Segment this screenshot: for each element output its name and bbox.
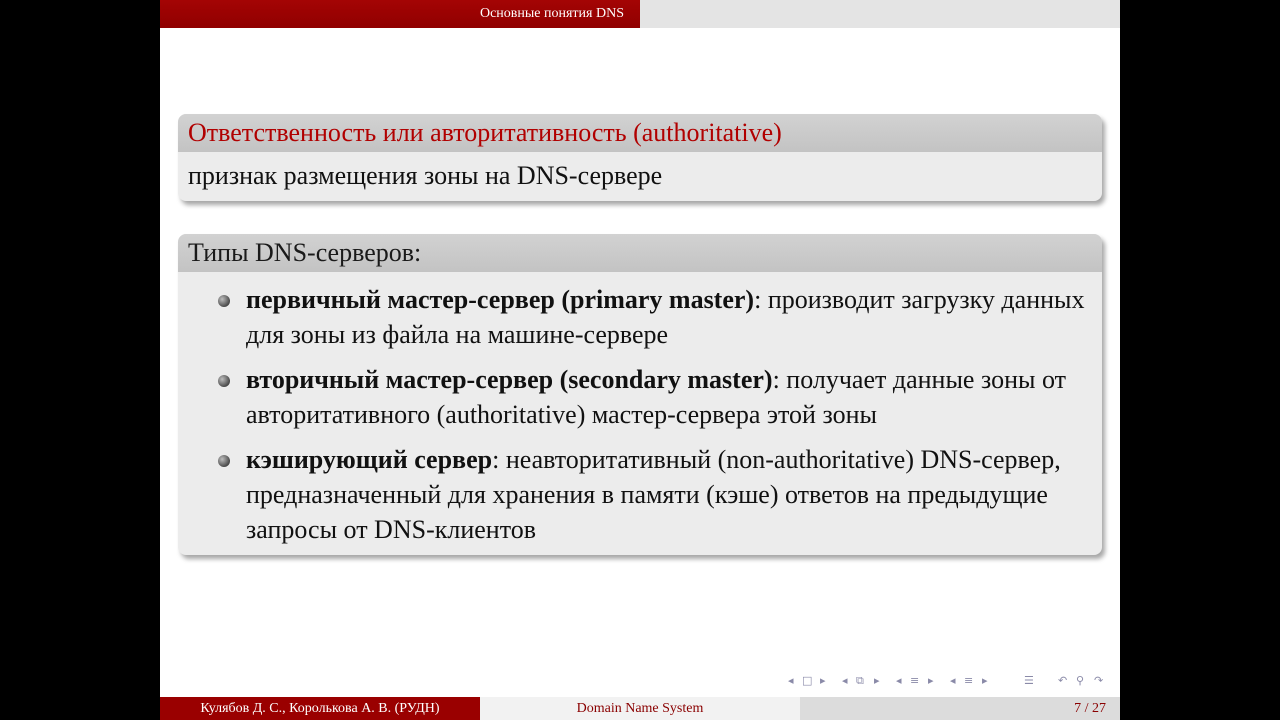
item-term: кэширующий сервер xyxy=(246,445,493,474)
redo-icon[interactable]: ↷ xyxy=(1094,674,1104,687)
footer-title: Domain Name System xyxy=(480,697,800,720)
page-number: 7 / 27 xyxy=(1074,701,1106,716)
section-icon[interactable]: ≡ xyxy=(910,674,920,687)
header-right-bar xyxy=(640,0,1120,28)
definition-title: Ответственность или авторитативность (authoritative) xyxy=(178,114,1102,152)
footer-page-box xyxy=(800,697,1120,720)
bullet-icon xyxy=(218,295,230,307)
bullet-icon xyxy=(218,375,230,387)
nav-left-icon[interactable]: ◂ xyxy=(896,674,902,687)
frame-icon[interactable]: □ xyxy=(802,674,813,687)
server-types-block xyxy=(178,234,1102,555)
item-term: вторичный мастер-сервер (secondary master) xyxy=(246,365,773,394)
subsection-icon[interactable]: ⧉ xyxy=(856,674,864,687)
item-desc: : получает данные зоны от авторитативного (authoritative) мастер-сервера этой зоны xyxy=(246,365,1066,429)
nav-left-icon[interactable]: ◂ xyxy=(788,674,794,687)
item-term: первичный мастер-сервер (primary master) xyxy=(246,285,755,314)
nav-left-icon[interactable]: ◂ xyxy=(842,674,848,687)
definition-block xyxy=(178,114,1102,201)
nav-right-icon[interactable]: ▸ xyxy=(928,674,934,687)
bullet-icon xyxy=(218,455,230,467)
list-item xyxy=(246,362,1092,432)
slide xyxy=(160,0,1120,720)
definition-body: признак размещения зоны на DNS-сервере xyxy=(188,161,663,190)
nav-right-icon[interactable]: ▸ xyxy=(820,674,826,687)
server-types-title: Типы DNS-серверов: xyxy=(178,234,1102,272)
list-item xyxy=(246,282,1092,352)
nav-right-icon[interactable]: ▸ xyxy=(982,674,988,687)
nav-right-icon[interactable]: ▸ xyxy=(874,674,880,687)
nav-left-icon[interactable]: ◂ xyxy=(950,674,956,687)
section-icon[interactable]: ≡ xyxy=(964,674,974,687)
header-left-bar xyxy=(160,0,640,28)
search-icon[interactable]: ⚲ xyxy=(1076,674,1085,687)
footer-authors: Кулябов Д. С., Королькова А. В. (РУДН) xyxy=(160,697,480,720)
section-title[interactable]: Основные понятия DNS xyxy=(479,6,624,21)
server-types-list xyxy=(188,282,1092,547)
toc-icon[interactable]: ☰ xyxy=(1024,674,1034,687)
item-desc: : производит загрузку данных для зоны из файла на машине-сервере xyxy=(246,285,1085,349)
list-item xyxy=(246,442,1092,547)
item-desc: : неавторитативный (non-authoritative) DNS-сервер, предназначенный для хранения в памяти (кэше) ответов на предыдущие запросы от DNS-клиентов xyxy=(246,445,1061,544)
navigation-bar xyxy=(788,674,1118,692)
undo-icon[interactable]: ↶ xyxy=(1058,674,1068,687)
